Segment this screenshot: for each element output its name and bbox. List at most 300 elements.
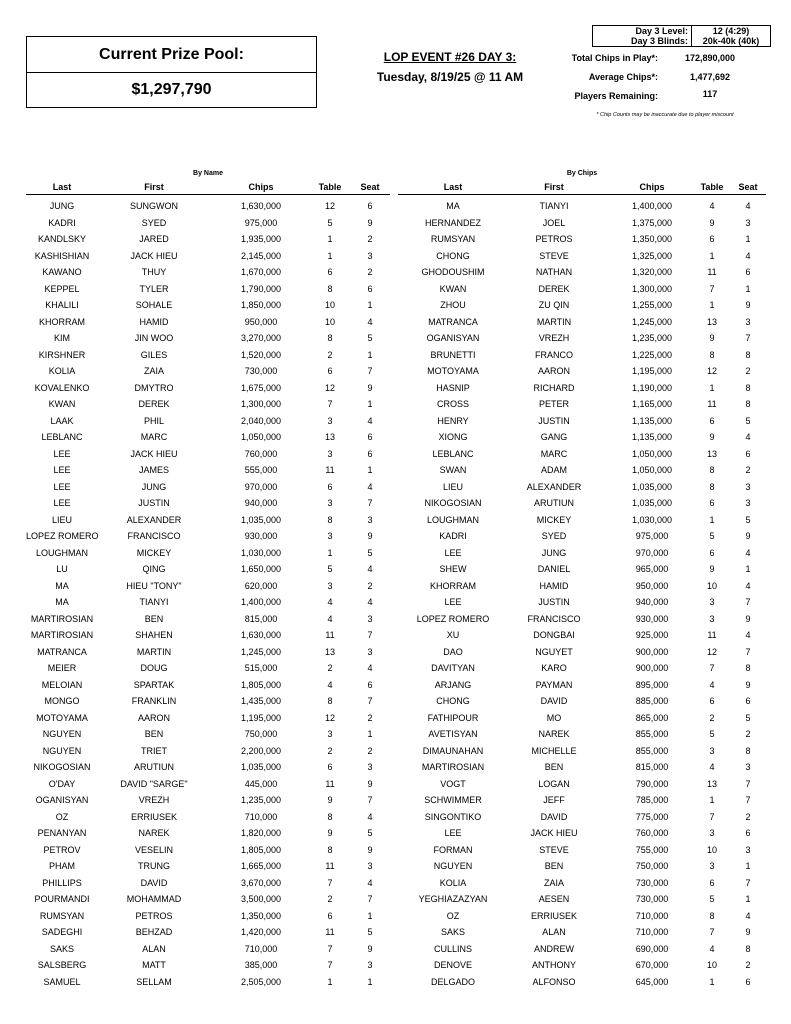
column-header-chips: Chips — [248, 182, 274, 192]
cell-last: DIMAUNAHAN — [422, 745, 484, 756]
column-header-last: Last — [443, 182, 463, 192]
cell-seat: 9 — [745, 613, 751, 624]
cell-chips: 1,630,000 — [240, 201, 282, 211]
cell-seat: 1 — [367, 729, 373, 739]
cell-table: 4 — [709, 201, 715, 211]
cell-chips: 1,935,000 — [240, 234, 282, 244]
cell-first: TIANYI — [539, 201, 569, 211]
cell-last: KOVALENKO — [34, 382, 90, 393]
cell-first: JACK HIEU — [130, 448, 178, 459]
cell-first: KARO — [541, 663, 567, 673]
prize-pool-value: $1,297,790 — [27, 72, 316, 107]
cell-seat: 4 — [367, 415, 373, 426]
cell-first: LOGAN — [538, 778, 570, 789]
cell-first: JACK HIEU — [130, 250, 178, 261]
cell-last: MONGO — [44, 696, 80, 706]
cell-last: KANDLSKY — [37, 234, 87, 244]
cell-chips: 885,000 — [635, 696, 669, 706]
cell-seat: 3 — [367, 960, 373, 970]
cell-first: THUY — [141, 267, 167, 277]
cell-chips: 895,000 — [635, 679, 669, 690]
cell-chips: 1,195,000 — [631, 366, 673, 376]
cell-table: 3 — [327, 580, 333, 591]
cell-last: MA — [446, 201, 460, 211]
cell-table: 3 — [327, 729, 333, 739]
cell-seat: 8 — [745, 399, 751, 409]
cell-seat: 5 — [745, 712, 751, 723]
cell-last: MOTOYAMA — [427, 366, 479, 376]
cell-chips: 555,000 — [244, 465, 278, 475]
cell-seat: 8 — [745, 943, 751, 954]
cell-table: 3 — [709, 613, 715, 624]
cell-last: KHALILI — [45, 300, 79, 310]
cell-first: FRANCISCO — [527, 613, 581, 624]
cell-first: ALAN — [142, 943, 166, 954]
cell-chips: 1,050,000 — [240, 432, 282, 442]
cell-seat: 3 — [367, 861, 373, 871]
cell-chips: 690,000 — [635, 943, 669, 954]
cell-seat: 8 — [745, 382, 751, 393]
cell-first: FRANCISCO — [127, 531, 181, 541]
cell-first: DANIEL — [537, 564, 571, 574]
cell-seat: 2 — [367, 580, 373, 591]
cell-first: MICHELLE — [531, 745, 577, 756]
cell-seat: 5 — [745, 514, 751, 525]
cell-first: ALEXANDER — [526, 481, 582, 492]
cell-table: 2 — [709, 712, 715, 723]
cell-seat: 7 — [367, 894, 373, 904]
cell-last: PENANYAN — [37, 828, 87, 838]
cell-table: 7 — [327, 399, 333, 409]
cell-first: STEVE — [539, 844, 569, 855]
cell-chips: 1,235,000 — [631, 333, 673, 343]
cell-last: HERNANDEZ — [424, 217, 481, 228]
cell-chips: 940,000 — [244, 498, 278, 508]
by-name-group-label: By Name — [193, 170, 223, 177]
cell-first: PETROS — [135, 910, 173, 921]
cell-table: 2 — [327, 663, 333, 673]
cell-seat: 7 — [367, 696, 373, 706]
cell-last: MA — [55, 597, 69, 607]
cell-seat: 1 — [367, 976, 373, 987]
cell-last: KIRSHNER — [38, 349, 86, 360]
cell-last: KADRI — [439, 531, 467, 541]
cell-seat: 2 — [367, 712, 373, 723]
cell-last: MA — [55, 580, 69, 591]
cell-last: XU — [446, 630, 460, 640]
cell-first: MARTIN — [136, 646, 172, 657]
cell-chips: 930,000 — [244, 531, 278, 541]
cell-first: QING — [142, 564, 166, 574]
cell-first: ANDREW — [534, 943, 574, 954]
cell-seat: 4 — [367, 481, 373, 492]
cell-first: DMYTRO — [134, 382, 174, 393]
cell-last: LEE — [53, 481, 71, 492]
cell-first: BEN — [544, 762, 564, 772]
cell-last: NGUYEN — [42, 745, 82, 756]
cell-seat: 6 — [745, 448, 751, 459]
cell-chips: 730,000 — [244, 366, 278, 376]
cell-last: OZ — [446, 910, 460, 921]
cell-last: LOUGHMAN — [35, 547, 88, 558]
cell-last: NGUYEN — [42, 729, 82, 739]
cell-last: LOPEZ ROMERO — [416, 613, 490, 624]
cell-chips: 710,000 — [635, 910, 669, 921]
cell-first: ARUTIUN — [134, 762, 174, 772]
cell-seat: 7 — [745, 877, 751, 888]
event-date: Tuesday, 8/19/25 @ 11 AM — [376, 70, 524, 84]
cell-table: 13 — [706, 316, 717, 327]
cell-table: 11 — [325, 778, 335, 789]
cell-chips: 1,630,000 — [240, 630, 282, 640]
cell-seat: 3 — [367, 646, 373, 657]
cell-seat: 1 — [745, 894, 751, 904]
cell-first: ERRIUSEK — [130, 811, 177, 822]
cell-table: 13 — [706, 778, 717, 789]
cell-table: 12 — [324, 201, 335, 211]
cell-seat: 7 — [367, 795, 373, 805]
cell-chips: 670,000 — [635, 960, 669, 970]
cell-chips: 925,000 — [635, 630, 669, 640]
cell-seat: 6 — [367, 448, 373, 459]
column-header-seat: Seat — [360, 182, 380, 192]
cell-seat: 3 — [745, 481, 751, 492]
cell-first: ZU QIN — [538, 300, 570, 310]
cell-last: SALSBERG — [37, 960, 87, 970]
cell-table: 1 — [327, 976, 333, 987]
average-chips-label: Average Chips*: — [588, 72, 658, 82]
cell-first: ALAN — [542, 927, 566, 937]
cell-last: PHAM — [48, 861, 75, 871]
cell-table: 4 — [327, 613, 333, 624]
cell-table: 8 — [327, 283, 333, 294]
cell-first: NAREK — [138, 828, 170, 838]
chip-count-note: * Chip Counts may be inaccurate due to player miscount — [596, 112, 734, 118]
cell-first: BEHZAD — [135, 927, 173, 937]
cell-seat: 1 — [367, 399, 373, 409]
cell-first: NATHAN — [535, 267, 573, 277]
cell-last: FATHIPOUR — [427, 712, 479, 723]
cell-seat: 4 — [745, 547, 751, 558]
cell-chips: 3,270,000 — [240, 333, 282, 343]
cell-chips: 1,035,000 — [631, 481, 673, 492]
cell-first: DOUG — [140, 663, 168, 673]
cell-chips: 2,505,000 — [240, 976, 282, 987]
cell-first: FRANKLIN — [131, 696, 177, 706]
cell-chips: 1,235,000 — [240, 795, 282, 805]
cell-seat: 4 — [367, 564, 373, 574]
cell-chips: 855,000 — [635, 745, 669, 756]
cell-chips: 815,000 — [635, 762, 669, 772]
cell-seat: 7 — [745, 597, 751, 607]
cell-last: BRUNETTI — [430, 349, 476, 360]
column-header-table: Table — [318, 182, 342, 192]
cell-first: JUSTIN — [138, 498, 170, 508]
cell-table: 8 — [709, 481, 715, 492]
cell-last: KEPPEL — [44, 283, 80, 294]
cell-chips: 1,820,000 — [240, 828, 282, 838]
cell-chips: 1,225,000 — [631, 349, 673, 360]
cell-first: JUSTIN — [538, 415, 570, 426]
cell-seat: 4 — [367, 663, 373, 673]
cell-last: AVETISYAN — [428, 729, 478, 739]
cell-chips: 1,320,000 — [631, 267, 673, 277]
column-header-first: First — [144, 182, 164, 192]
cell-chips: 1,850,000 — [240, 300, 282, 310]
cell-last: LAAK — [50, 415, 74, 426]
cell-table: 6 — [327, 267, 333, 277]
cell-first: HAMID — [539, 580, 569, 591]
cell-last: MARTIROSIAN — [421, 762, 485, 772]
cell-chips: 975,000 — [635, 531, 669, 541]
cell-table: 4 — [709, 943, 715, 954]
cell-table: 11 — [707, 630, 717, 640]
cell-last: PHILLIPS — [42, 877, 82, 888]
players-remaining-value: 117 — [702, 89, 718, 99]
cell-chips: 1,400,000 — [240, 597, 282, 607]
cell-last: GHODOUSHIM — [421, 267, 485, 277]
cell-table: 1 — [709, 250, 715, 261]
cell-last: NIKOGOSIAN — [424, 498, 482, 508]
cell-chips: 1,420,000 — [240, 927, 282, 937]
cell-table: 9 — [327, 828, 333, 838]
cell-chips: 755,000 — [635, 844, 669, 855]
cell-chips: 775,000 — [635, 811, 669, 822]
cell-chips: 710,000 — [635, 927, 669, 937]
cell-last: MEIER — [47, 663, 77, 673]
cell-table: 9 — [709, 564, 715, 574]
cell-seat: 4 — [745, 630, 751, 640]
cell-first: DONGBAI — [533, 630, 575, 640]
cell-first: ADAM — [540, 465, 567, 475]
cell-last: PETROV — [43, 844, 81, 855]
cell-chips: 1,670,000 — [240, 267, 282, 277]
cell-first: BEN — [544, 861, 564, 871]
cell-chips: 1,435,000 — [240, 696, 282, 706]
cell-seat: 3 — [745, 498, 751, 508]
cell-last: SAMUEL — [43, 976, 81, 987]
cell-last: JUNG — [49, 201, 75, 211]
cell-first: MATT — [142, 960, 166, 970]
cell-chips: 1,650,000 — [240, 564, 282, 574]
cell-table: 7 — [327, 877, 333, 888]
cell-chips: 1,030,000 — [631, 514, 673, 525]
cell-table: 13 — [324, 646, 335, 657]
cell-seat: 4 — [745, 580, 751, 591]
cell-seat: 9 — [367, 778, 373, 789]
cell-last: KWAN — [439, 283, 467, 294]
cell-seat: 2 — [745, 465, 751, 475]
blinds-value: 20k-40k (40k) — [702, 36, 760, 46]
cell-last: LEBLANC — [432, 448, 474, 459]
cell-table: 8 — [327, 811, 333, 822]
cell-last: POURMANDI — [34, 894, 90, 904]
cell-first: DAVID — [140, 877, 168, 888]
event-title: LOP EVENT #26 DAY 3: — [383, 50, 517, 64]
cell-table: 10 — [324, 300, 335, 310]
cell-chips: 1,030,000 — [240, 547, 282, 558]
cell-table: 1 — [709, 514, 715, 525]
cell-table: 6 — [327, 481, 333, 492]
cell-seat: 9 — [367, 943, 373, 954]
by-chips-header — [398, 182, 766, 195]
cell-first: SOHALE — [135, 300, 173, 310]
cell-table: 3 — [327, 531, 333, 541]
cell-chips: 1,665,000 — [240, 861, 282, 871]
by-chips-group-label: By Chips — [566, 170, 598, 177]
cell-seat: 9 — [367, 382, 373, 393]
column-header-table: Table — [700, 182, 724, 192]
cell-first: JARED — [139, 234, 169, 244]
cell-last: KIM — [53, 333, 70, 343]
cell-chips: 970,000 — [635, 547, 669, 558]
cell-last: SADEGHI — [41, 927, 83, 937]
cell-table: 11 — [325, 861, 335, 871]
cell-chips: 1,035,000 — [240, 514, 282, 525]
cell-first: ZAIA — [543, 877, 564, 888]
cell-first: NGUYET — [535, 646, 573, 657]
cell-table: 7 — [327, 943, 333, 954]
cell-last: MATRANCA — [428, 316, 478, 327]
cell-table: 11 — [325, 927, 335, 937]
cell-table: 6 — [327, 366, 333, 376]
cell-last: MARTIROSIAN — [30, 613, 94, 624]
cell-table: 1 — [709, 795, 715, 805]
cell-chips: 900,000 — [635, 663, 669, 673]
cell-table: 3 — [709, 745, 715, 756]
total-chips-label: Total Chips in Play*: — [571, 53, 658, 63]
cell-chips: 2,040,000 — [240, 415, 282, 426]
cell-seat: 6 — [367, 679, 373, 690]
cell-first: JUNG — [541, 547, 567, 558]
cell-first: TIANYI — [139, 597, 169, 607]
cell-last: LU — [56, 564, 68, 574]
cell-last: LEBLANC — [41, 432, 83, 442]
cell-table: 7 — [709, 927, 715, 937]
cell-chips: 1,255,000 — [631, 300, 673, 310]
cell-last: MATRANCA — [37, 646, 87, 657]
cell-chips: 1,375,000 — [631, 217, 673, 228]
cell-seat: 7 — [745, 333, 751, 343]
cell-chips: 385,000 — [244, 960, 278, 970]
cell-last: YEGHIAZAZYAN — [418, 894, 488, 904]
cell-table: 9 — [709, 333, 715, 343]
cell-last: DAVITYAN — [431, 663, 475, 673]
cell-chips: 445,000 — [244, 778, 278, 789]
cell-first: ANTHONY — [531, 960, 576, 970]
cell-last: LEE — [53, 465, 71, 475]
cell-chips: 970,000 — [244, 481, 278, 492]
cell-table: 8 — [709, 910, 715, 921]
cell-first: DEREK — [538, 283, 570, 294]
cell-table: 6 — [709, 547, 715, 558]
cell-first: MICKEY — [536, 514, 572, 525]
cell-seat: 7 — [367, 366, 373, 376]
prize-pool-box — [26, 36, 317, 108]
cell-first: BEN — [144, 613, 164, 624]
cell-last: KWAN — [48, 399, 76, 409]
cell-seat: 8 — [745, 745, 751, 756]
cell-table: 2 — [327, 894, 333, 904]
cell-first: FRANCO — [535, 349, 573, 360]
cell-seat: 8 — [745, 349, 751, 360]
cell-table: 8 — [327, 696, 333, 706]
cell-chips: 1,035,000 — [240, 762, 282, 772]
cell-seat: 4 — [745, 432, 751, 442]
prize-pool-label: Current Prize Pool: — [99, 45, 244, 63]
cell-table: 1 — [327, 547, 333, 558]
cell-table: 13 — [324, 432, 335, 442]
cell-first: DAVID — [540, 696, 568, 706]
cell-first: ARUTIUN — [534, 498, 574, 508]
cell-table: 5 — [709, 894, 715, 904]
level-blinds-box — [592, 25, 771, 47]
cell-table: 7 — [709, 663, 715, 673]
column-header-chips: Chips — [639, 182, 665, 192]
cell-table: 12 — [324, 712, 335, 723]
cell-chips: 790,000 — [635, 778, 669, 789]
cell-first: TRUNG — [138, 861, 170, 871]
cell-seat: 6 — [367, 283, 373, 294]
cell-first: VREZH — [538, 333, 570, 343]
cell-seat: 9 — [367, 217, 373, 228]
cell-table: 3 — [709, 828, 715, 838]
cell-chips: 1,035,000 — [631, 498, 673, 508]
cell-table: 3 — [327, 415, 333, 426]
cell-first: VESELIN — [134, 844, 174, 855]
cell-last: RUMSYAN — [430, 234, 476, 244]
cell-seat: 1 — [367, 349, 373, 360]
cell-chips: 1,245,000 — [240, 646, 282, 657]
cell-table: 1 — [709, 382, 715, 393]
cell-first: JIN WOO — [134, 333, 174, 343]
cell-table: 10 — [706, 580, 717, 591]
cell-seat: 3 — [745, 316, 751, 327]
cell-last: LEE — [53, 448, 71, 459]
cell-last: HASNIP — [436, 382, 470, 393]
cell-last: CULLINS — [433, 943, 472, 954]
column-header-last: Last — [52, 182, 72, 192]
cell-chips: 815,000 — [244, 613, 278, 624]
cell-first: RICHARD — [533, 382, 575, 393]
cell-table: 11 — [707, 399, 717, 409]
cell-chips: 1,245,000 — [631, 316, 673, 327]
cell-last: LOUGHMAN — [426, 514, 479, 525]
cell-table: 8 — [327, 514, 333, 525]
cell-table: 7 — [327, 960, 333, 970]
cell-last: VOGT — [440, 778, 466, 789]
cell-last: SHEW — [439, 564, 467, 574]
cell-seat: 4 — [367, 811, 373, 822]
cell-table: 2 — [327, 349, 333, 360]
cell-chips: 1,195,000 — [240, 712, 282, 723]
cell-seat: 6 — [745, 828, 751, 838]
cell-last: DELGADO — [430, 976, 475, 987]
cell-chips: 865,000 — [635, 712, 669, 723]
cell-last: FORMAN — [433, 844, 473, 855]
cell-seat: 1 — [367, 910, 373, 921]
cell-seat: 2 — [745, 960, 751, 970]
cell-seat: 3 — [367, 514, 373, 525]
cell-table: 12 — [324, 382, 335, 393]
cell-table: 4 — [709, 762, 715, 772]
cell-seat: 5 — [367, 927, 373, 937]
cell-last: SAKS — [440, 927, 465, 937]
cell-chips: 1,050,000 — [631, 465, 673, 475]
cell-table: 3 — [709, 861, 715, 871]
cell-chips: 3,670,000 — [240, 877, 282, 888]
cell-last: LEE — [444, 828, 462, 838]
